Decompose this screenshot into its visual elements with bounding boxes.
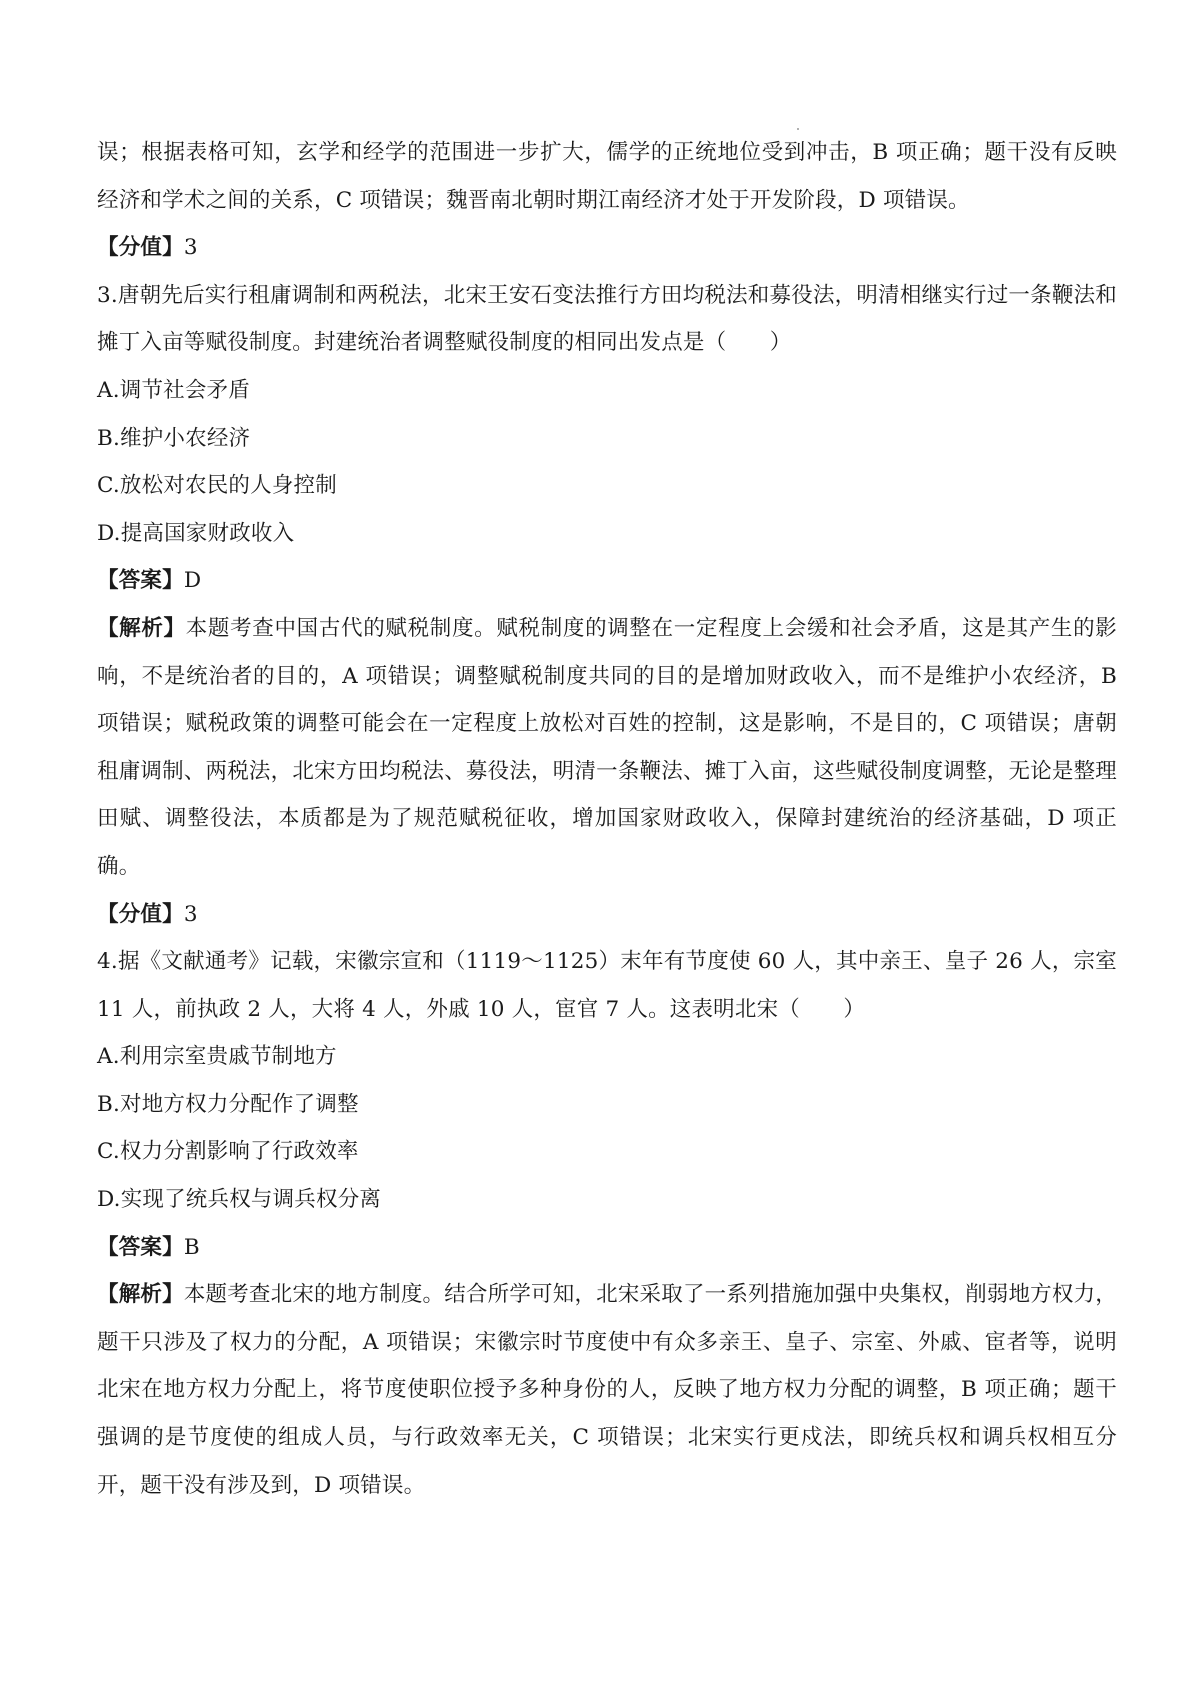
score-tag: 【分值】 [97,235,184,261]
q3-option-a: A.调节社会矛盾 [97,377,250,403]
q4-option-d: D.实现了统兵权与调兵权分离 [97,1187,382,1213]
answer-tag: 【答案】 [97,568,184,594]
q3-answer [97,557,1117,605]
score-value: 3 [183,235,198,261]
document-content [97,129,1117,1509]
answer-value: B [183,1234,200,1260]
q4-option-b: B.对地方权力分配作了调整 [97,1091,359,1117]
q4-analysis [97,1271,1117,1509]
answer-value: D [183,568,202,594]
q2-analysis-continued: 误；根据表格可知，玄学和经学的范围进一步扩大，儒学的正统地位受到冲击，B 项正确；题干没有反映经济和学术之间的关系，C 项错误；魏晋南北朝时期江南经济才处于开发阶段，D 项错误。 [97,140,1117,213]
q2-score [97,224,1117,272]
answer-tag: 【答案】 [97,1234,184,1260]
q3-analysis [97,605,1117,891]
q4-option-a: A.利用宗室贵戚节制地方 [97,1044,337,1070]
analysis-tag: 【解析】 [97,1282,184,1308]
q3-option-c: C.放松对农民的人身控制 [97,473,337,499]
q4-stem: 4.据《文献通考》记载，宋徽宗宣和（1119～1125）末年有节度使 60 人，其中亲王、皇子 26 人，宗室 11 人，前执政 2 人，大将 4 人，外戚 10 人，宦官 7 人。这表明北宋（ ） [97,949,1117,1022]
q3-stem: 3.唐朝先后实行租庸调制和两税法，北宋王安石变法推行方田均税法和募役法，明清相继实行过一条鞭法和摊丁入亩等赋役制度。封建统治者调整赋役制度的相同出发点是（ ） [97,282,1117,356]
q3-score [97,891,1117,939]
q3-option-d: D.提高国家财政收入 [97,520,295,546]
analysis-text: 本题考查中国古代的赋税制度。赋税制度的调整在一定程度上会缓和社会矛盾，这是其产生的影响，不是统治者的目的，A 项错误；调整赋税制度共同的目的是增加财政收入，而不是维护小农经济，B 项错误；赋税政策的调整可能会在一定程度上放松对百姓的控制，这是影响，不是目的，C 项错误；唐朝租庸调制、两税法，北宋方田均税法、募役法，明清一条鞭法、摊丁入亩，这些赋役制度调整，无论是整理田赋、调整役法，本质都是为了规范赋税征收，增加国家财政收入，保障封建统治的经济基础，D 项正确。 [97,615,1117,879]
analysis-tag: 【解析】 [97,615,186,641]
q3-option-b: B.维护小农经济 [97,425,251,451]
score-tag: 【分值】 [97,901,184,927]
score-value: 3 [183,901,198,927]
analysis-text: 本题考查北宋的地方制度。结合所学可知，北宋采取了一系列措施加强中央集权，削弱地方权力，题干只涉及了权力的分配，A 项错误；宋徽宗时节度使中有众多亲王、皇子、宗室、外戚、宦者等，说明北宋在地方权力分配上，将节度使职位授予多种身份的人，反映了地方权力分配的调整，B 项正确；题干强调的是节度使的组成人员，与行政效率无关，C 项错误；北宋实行更戍法，即统兵权和调兵权相互分开，题干没有涉及到，D 项错误。 [97,1282,1117,1498]
q4-option-c: C.权力分割影响了行政效率 [97,1139,359,1165]
q4-answer [97,1224,1117,1272]
